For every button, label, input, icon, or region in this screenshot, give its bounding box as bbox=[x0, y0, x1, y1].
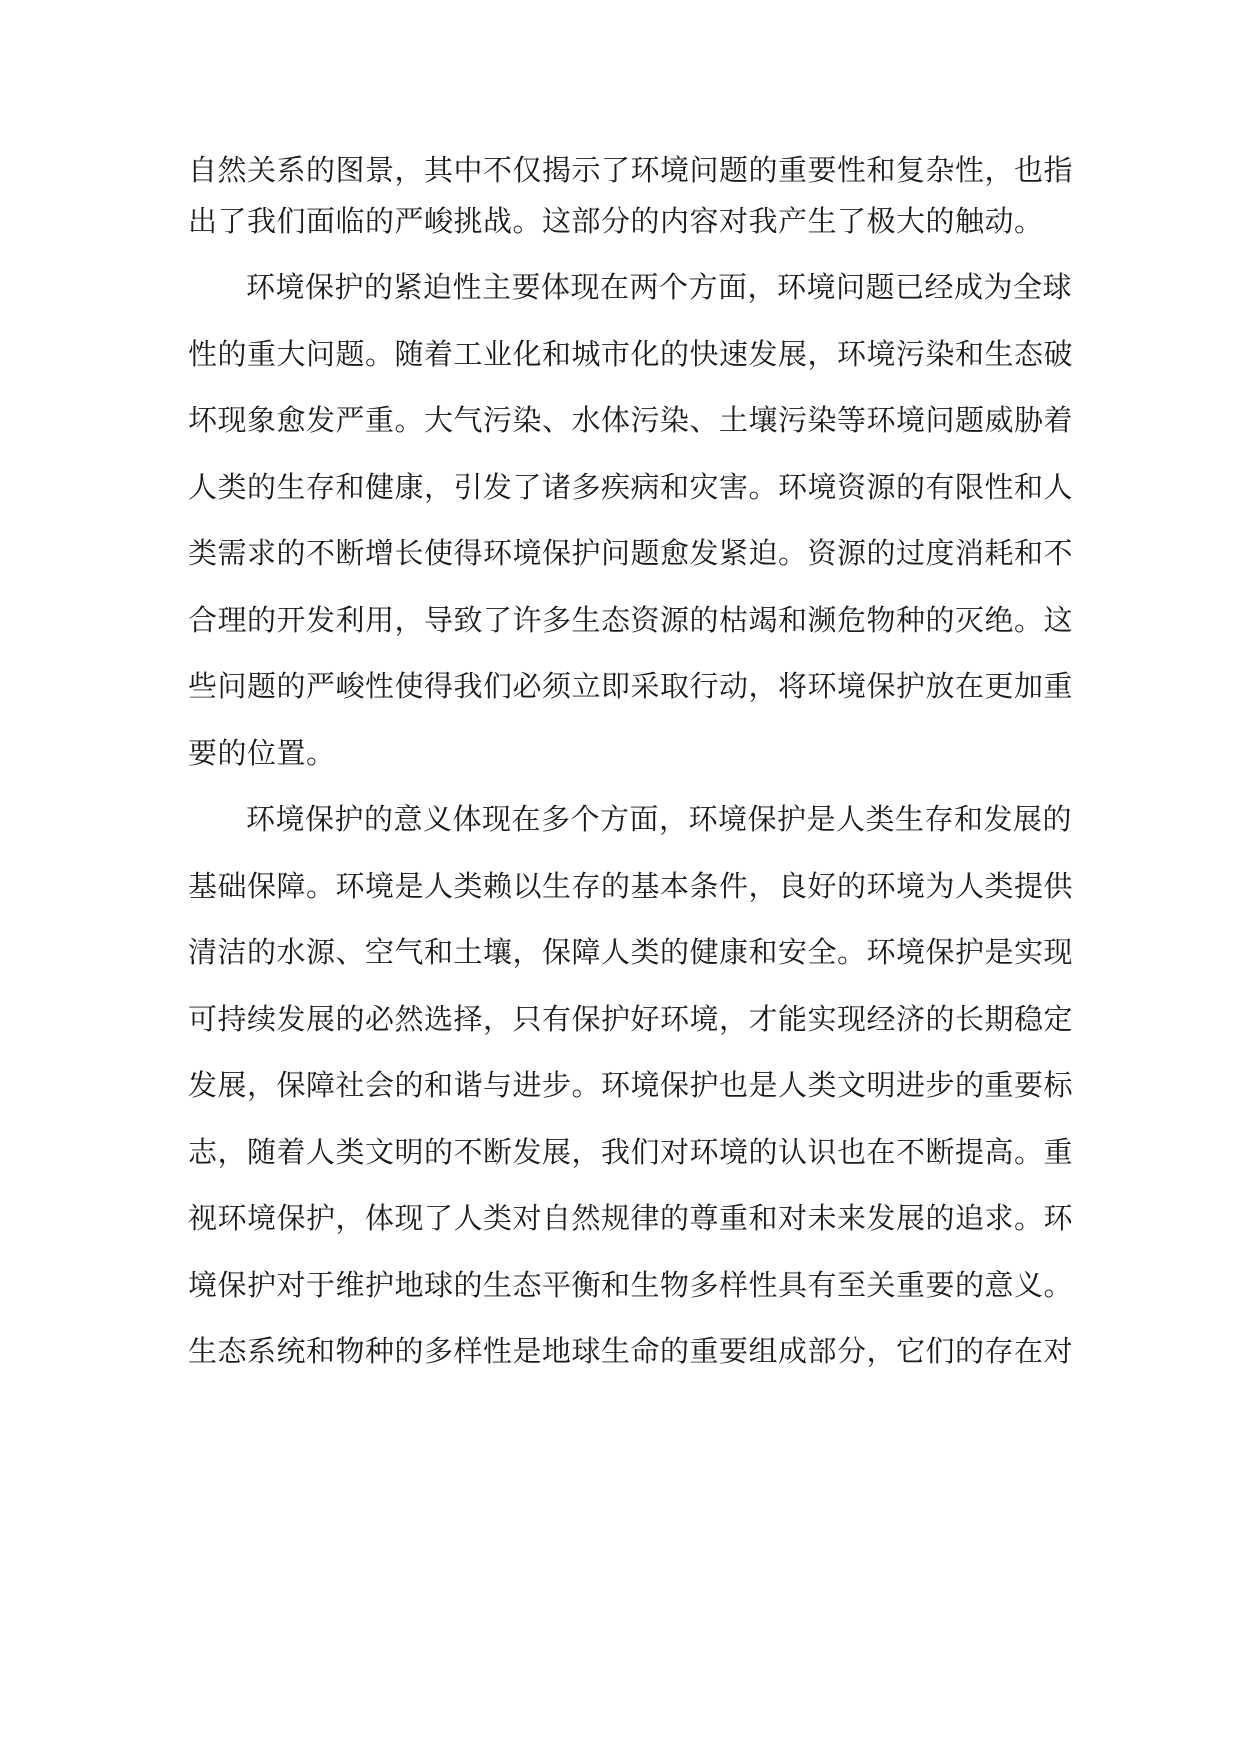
text-line: 志，随着人类文明的不断发展，我们对环境的认识也在不断提高。重 bbox=[188, 1135, 1074, 1169]
text-line: 人类的生存和健康，引发了诸多疾病和灾害。环境资源的有限性和人 bbox=[188, 470, 1074, 504]
text-line: 出了我们面临的严峻挑战。这部分的内容对我产生了极大的触动。 bbox=[188, 204, 1044, 238]
text-line: 坏现象愈发严重。大气污染、水体污染、土壤污染等环境问题威胁着 bbox=[188, 403, 1074, 437]
text-line: 境保护对于维护地球的生态平衡和生物多样性具有至关重要的意义。 bbox=[188, 1268, 1074, 1302]
text-line: 可持续发展的必然选择，只有保护好环境，才能实现经济的长期稳定 bbox=[188, 1002, 1074, 1036]
text-line: 生态系统和物种的多样性是地球生命的重要组成部分，它们的存在对 bbox=[188, 1334, 1074, 1368]
text-line: 发展，保障社会的和谐与进步。环境保护也是人类文明进步的重要标 bbox=[188, 1068, 1074, 1102]
text-line: 类需求的不断增长使得环境保护问题愈发紧迫。资源的过度消耗和不 bbox=[188, 536, 1074, 570]
paragraph-first-line: 环境保护的紧迫性主要体现在两个方面，环境问题已经成为全球 bbox=[246, 270, 1073, 304]
text-line: 清洁的水源、空气和土壤，保障人类的健康和安全。环境保护是实现 bbox=[188, 935, 1074, 969]
text-line: 性的重大问题。随着工业化和城市化的快速发展，环境污染和生态破 bbox=[188, 337, 1074, 371]
text-line: 要的位置。 bbox=[188, 736, 336, 770]
text-line: 自然关系的图景，其中不仅揭示了环境问题的重要性和复杂性，也指 bbox=[188, 153, 1074, 187]
paragraph-first-line: 环境保护的意义体现在多个方面，环境保护是人类生存和发展的 bbox=[246, 802, 1073, 836]
text-line: 视环境保护，体现了人类对自然规律的尊重和对未来发展的追求。环 bbox=[188, 1201, 1074, 1235]
text-line: 些问题的严峻性使得我们必须立即采取行动，将环境保护放在更加重 bbox=[188, 669, 1074, 703]
text-line: 基础保障。环境是人类赖以生存的基本条件，良好的环境为人类提供 bbox=[188, 869, 1074, 903]
text-line: 合理的开发利用，导致了许多生态资源的枯竭和濒危物种的灭绝。这 bbox=[188, 603, 1074, 637]
